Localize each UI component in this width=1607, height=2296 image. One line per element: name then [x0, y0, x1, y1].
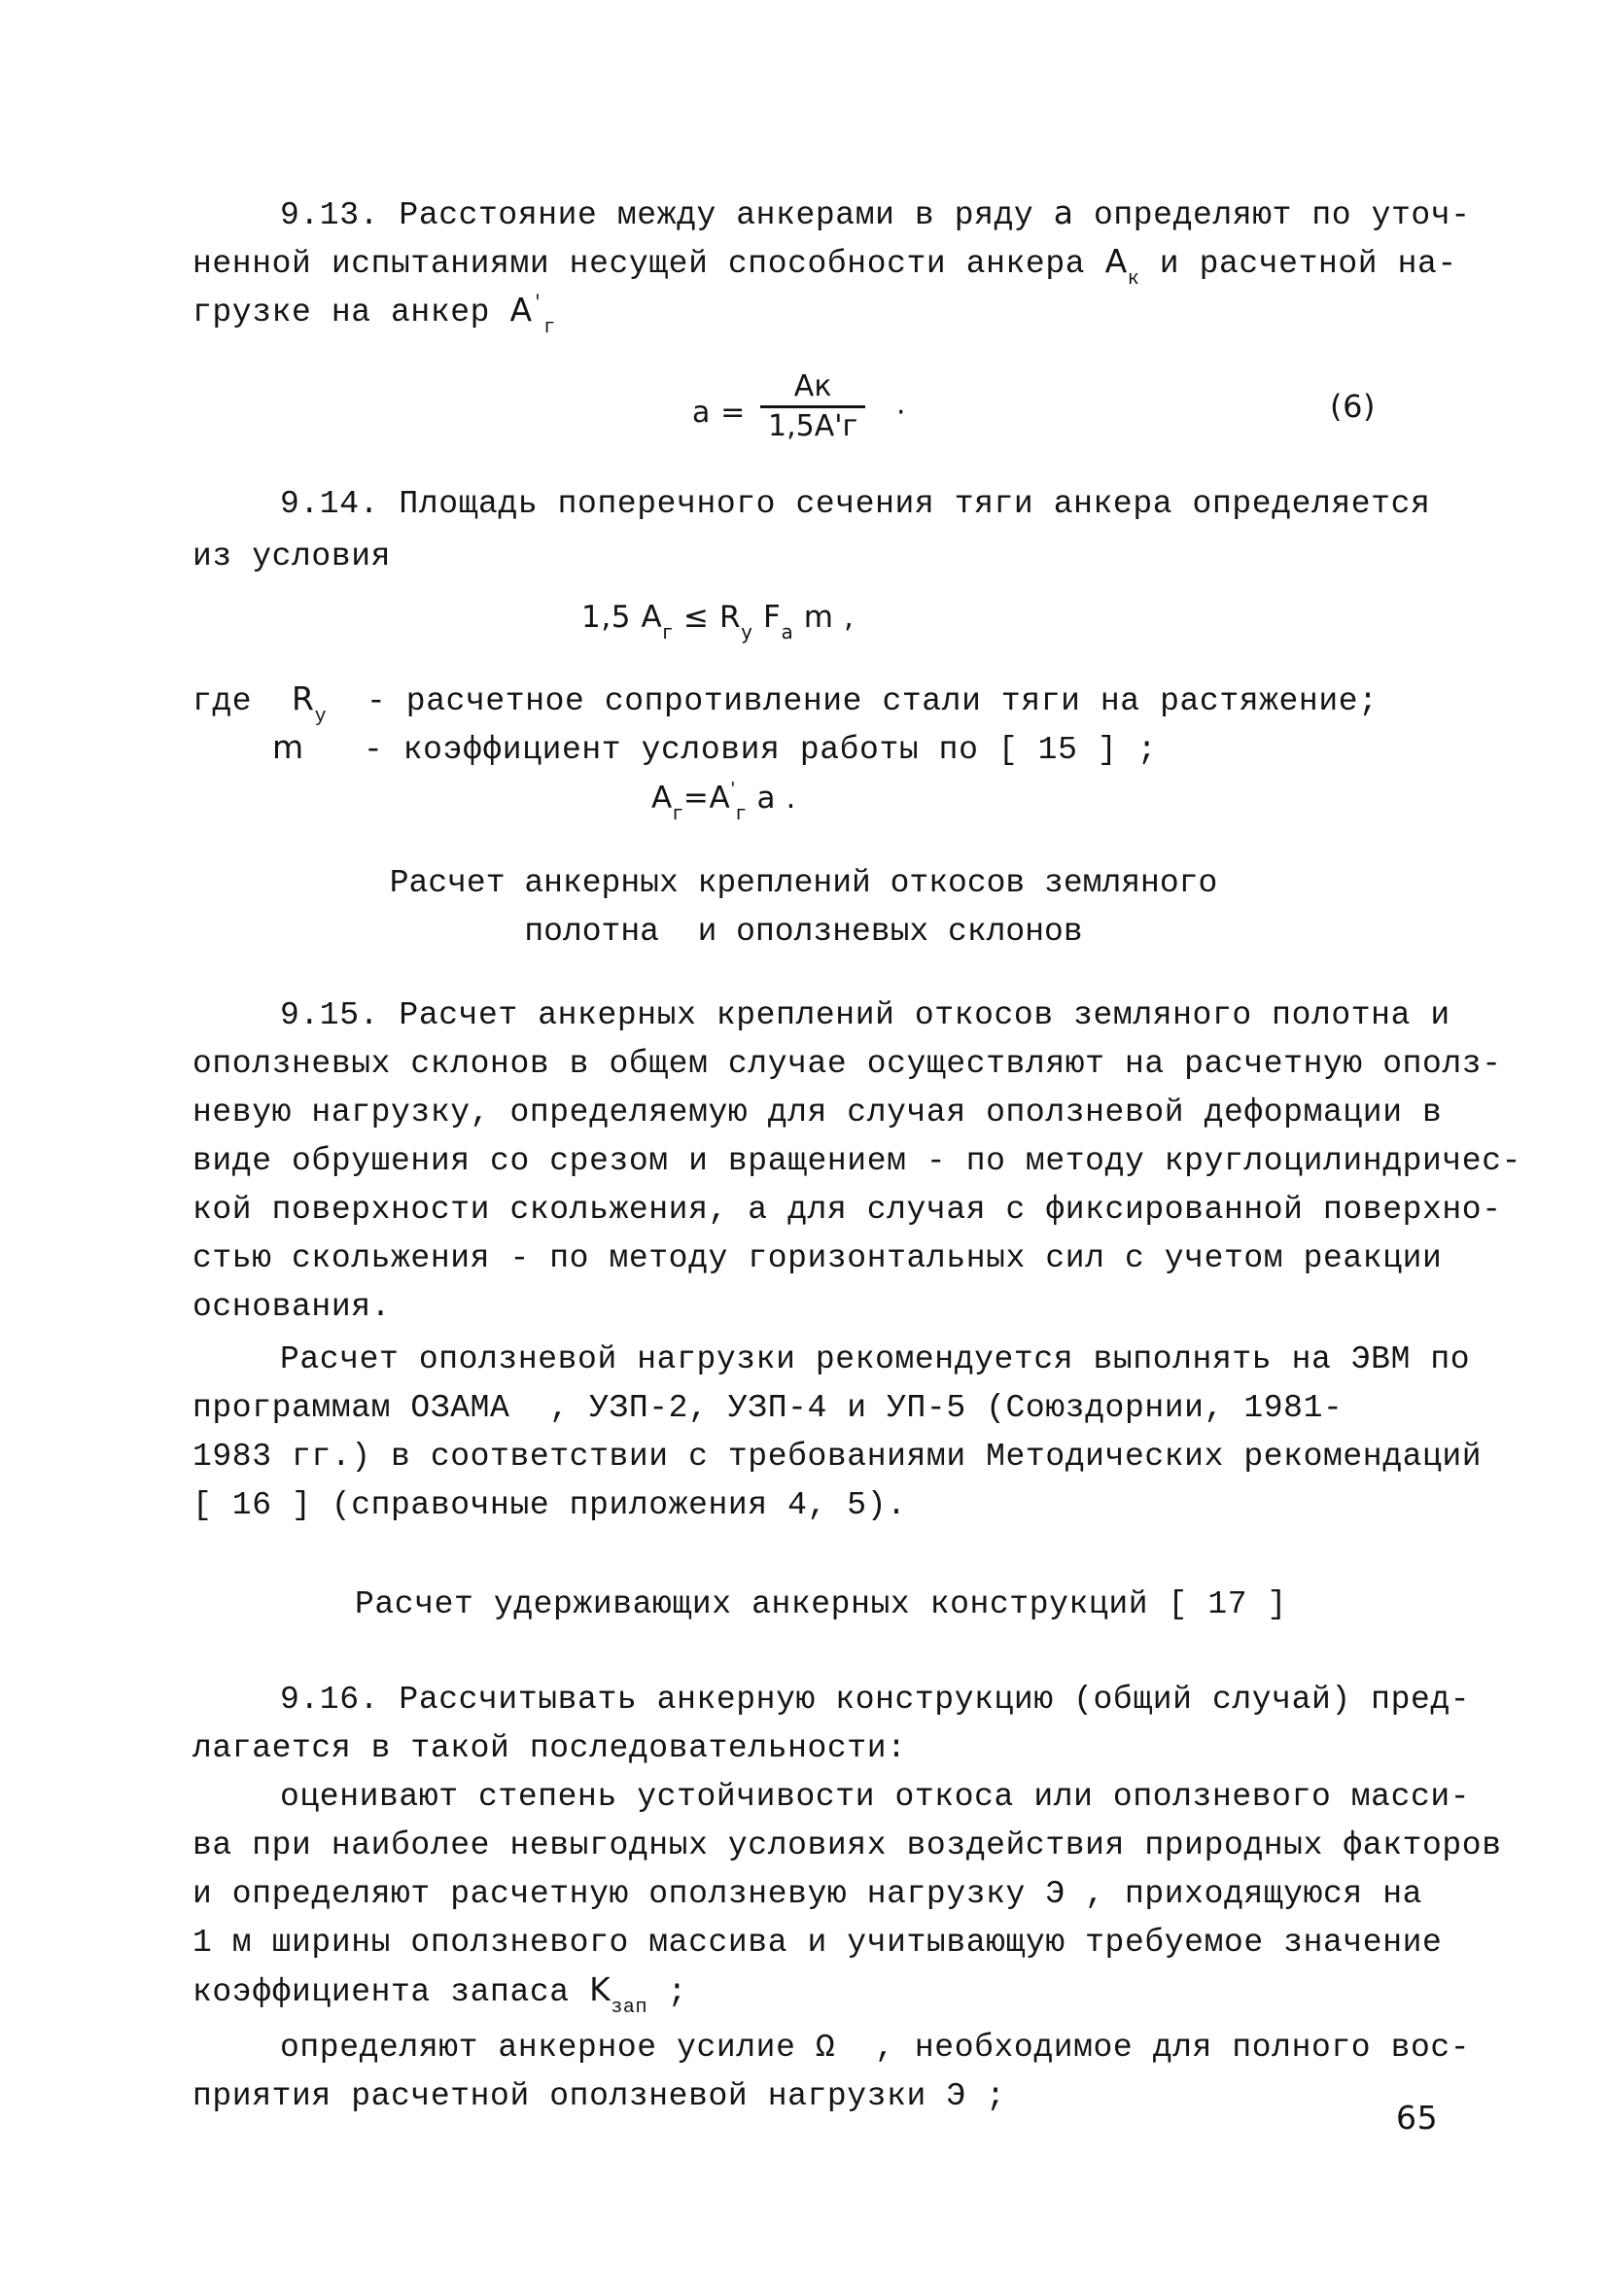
- subscript: a: [781, 620, 794, 644]
- formula-6-dot: ·: [896, 396, 907, 430]
- text: ≤ R: [673, 600, 742, 635]
- subscript: y: [314, 706, 328, 728]
- subscript: г: [662, 620, 674, 644]
- fraction-bar: [760, 405, 865, 408]
- paragraph-915b-line-2: программам ОЗАМА , УЗП-2, УЗП-4 и УП-5 (Союздорнии, 1981-: [192, 1390, 1344, 1426]
- paragraph-915-line-1: 9.15. Расчет анкерных креплений откосов земляного полотна и: [280, 997, 1450, 1033]
- text: A: [651, 781, 673, 816]
- symbol-A: A: [509, 291, 533, 329]
- text: F: [763, 600, 782, 635]
- symbol-K: K: [589, 1970, 611, 2008]
- subscript: г: [672, 801, 683, 824]
- paragraph-915-line-2: оползневых склонов в общем случае осуществляют на расчетную ополз-: [192, 1046, 1502, 1082]
- paragraph-915-line-5: кой поверхности скольжения, а для случая с фиксированной поверхно-: [192, 1192, 1502, 1228]
- subscript: зап: [611, 1997, 648, 2019]
- paragraph-916-line-3: оценивают степень устойчивости откоса или оползневого масси-: [280, 1779, 1471, 1815]
- text: 1,5 A: [581, 600, 663, 635]
- text: определяют по уточ-: [1093, 197, 1471, 233]
- text: - расчетное сопротивление стали тяги на растяжение;: [366, 683, 1379, 719]
- superscript: ': [532, 294, 544, 313]
- symbol-R: R: [292, 679, 315, 717]
- paragraph-916-line-5: и определяют расчетную оползневую нагрузку Э , приходящуюся на: [192, 1876, 1422, 1912]
- page-number: 65: [1396, 2099, 1439, 2137]
- formula-6-lhs: a =: [692, 396, 746, 430]
- text: a .: [746, 781, 796, 816]
- subscript: г: [735, 801, 747, 824]
- section-heading-1-line-1: Расчет анкерных креплений откосов земляного: [389, 865, 1218, 901]
- inequality: [581, 600, 855, 644]
- text: 9.13. Расстояние между анкерами в ряду: [280, 197, 1034, 233]
- text: коэффициента запаса: [192, 1974, 570, 2010]
- paragraph-915b-line-4: [ 16 ] (справочные приложения 4, 5).: [192, 1487, 907, 1523]
- symbol-m: m: [272, 728, 304, 766]
- subscript: к: [1127, 268, 1140, 291]
- paragraph-913-line-2: [192, 242, 1457, 291]
- text: =A: [682, 781, 731, 816]
- text: где: [192, 683, 253, 719]
- where-line-2: [272, 728, 1158, 768]
- paragraph-915-line-7: основания.: [192, 1289, 392, 1325]
- paragraph-915b-line-1: Расчет оползневой нагрузки рекомендуется выполнять на ЭВМ по: [280, 1341, 1471, 1377]
- equation-number: (6): [1330, 388, 1377, 425]
- paragraph-914-line-2: из условия: [192, 539, 392, 574]
- paragraph-913-line-3: [192, 291, 556, 339]
- formula-6-fraction: [760, 369, 865, 443]
- text: и расчетной на-: [1159, 246, 1457, 282]
- section-heading-2: Расчет удерживающих анкерных конструкций [ 17 ]: [355, 1586, 1287, 1622]
- paragraph-916-line-1: 9.16. Рассчитывать анкерную конструкцию (общий случай) пред-: [280, 1682, 1471, 1718]
- fraction-numerator: Aк: [793, 369, 832, 403]
- text: ненной испытаниями несущей способности анкера: [192, 246, 1086, 282]
- paragraph-914-line-1: 9.14. Площадь поперечного сечения тяги анкера определяется: [280, 486, 1431, 522]
- paragraph-916-line-2: лагается в такой последовательности:: [192, 1730, 907, 1766]
- text: m ,: [793, 600, 855, 635]
- paragraph-916-line-6: 1 м ширины оползневого массива и учитывающую требуемое значение: [192, 1925, 1443, 1961]
- paragraph-916-line-8: определяют анкерное усилие Ω , необходимое для полного вос-: [280, 2030, 1471, 2066]
- paragraph-916-line-7: [192, 1970, 687, 2019]
- paragraph-913-line-1: [280, 193, 1471, 233]
- symbol-Ak: A: [1104, 242, 1128, 280]
- text: грузке на анкер: [192, 295, 491, 330]
- paragraph-915-line-6: стью скольжения - по методу горизонтальных сил с учетом реакции: [192, 1240, 1443, 1276]
- symbol-a: a: [1053, 193, 1074, 231]
- paragraph-916-line-9: приятия расчетной оползневой нагрузки Э ;: [192, 2078, 1006, 2114]
- section-heading-1-line-2: полотна и оползневых склонов: [524, 914, 1083, 950]
- paragraph-915-line-3: невую нагрузку, определяемую для случая оползневой деформации в: [192, 1095, 1443, 1131]
- paragraph-916-line-4: ва при наиболее невыгодных условиях воздействия природных факторов: [192, 1827, 1502, 1863]
- subscript: y: [741, 620, 753, 644]
- paragraph-915-line-4: виде обрушения со срезом и вращением - по методу круглоцилиндричес-: [192, 1143, 1522, 1179]
- subscript: г: [543, 317, 556, 339]
- text: - коэффициент условия работы по [ 15 ] ;: [363, 732, 1158, 768]
- fraction-denominator: 1,5A'г: [768, 409, 858, 443]
- equation-Ar: [651, 779, 796, 824]
- superscript: ': [730, 779, 736, 799]
- where-line-1: [192, 679, 1379, 728]
- paragraph-915b-line-3: 1983 гг.) в соответствии с требованиями Методических рекомендаций: [192, 1439, 1483, 1475]
- text: ;: [647, 1974, 687, 2010]
